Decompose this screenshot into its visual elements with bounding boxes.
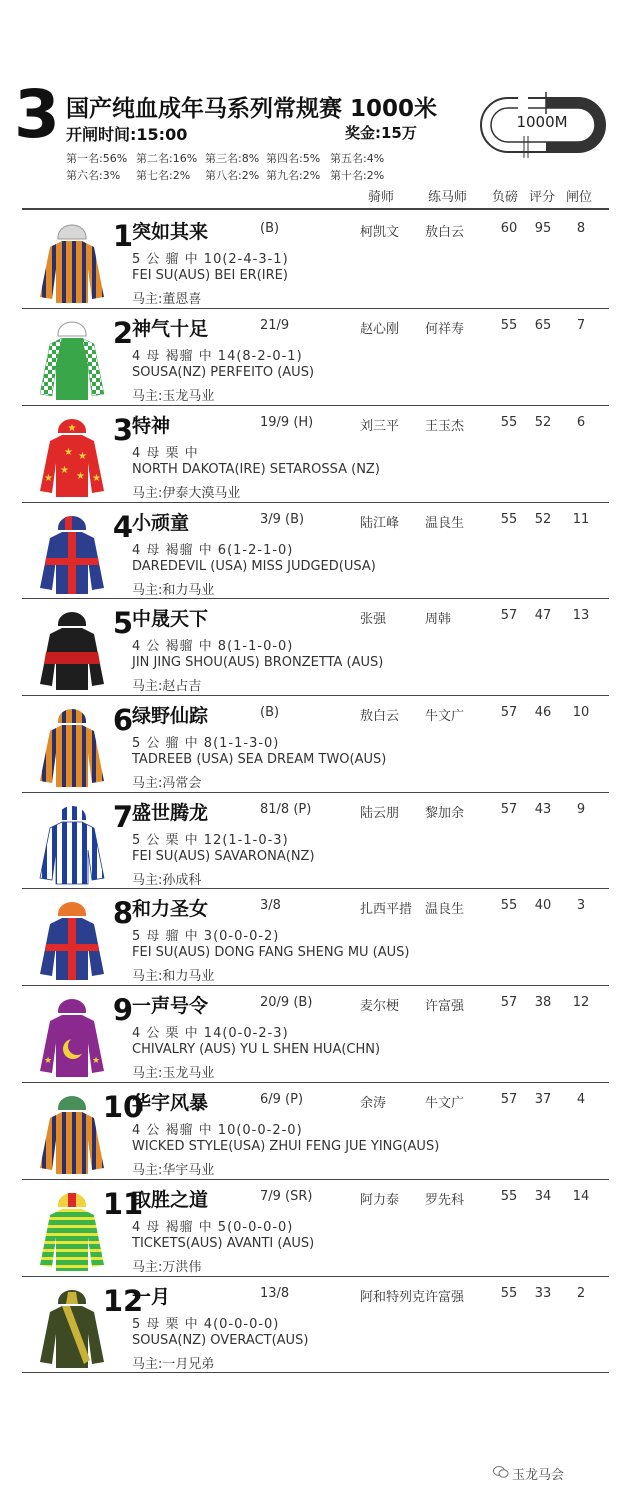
horse-number: 7 bbox=[112, 800, 134, 834]
distance-badge: 1000M bbox=[516, 113, 568, 131]
entry-row bbox=[22, 792, 609, 889]
jockey: 余涛 bbox=[360, 1096, 387, 1111]
rating: 46 bbox=[534, 705, 552, 720]
chat-bubble-icon bbox=[493, 1465, 509, 1479]
weight: 55 bbox=[500, 1286, 518, 1301]
col-trainer: 练马师 bbox=[428, 190, 468, 205]
horse-info: 4 母 褐骝 中 14(8-2-0-1) bbox=[132, 349, 303, 364]
odds: 20/9 (B) bbox=[260, 995, 313, 1010]
svg-text:★: ★ bbox=[78, 451, 87, 462]
rating: 65 bbox=[534, 318, 552, 333]
horse-number: 3 bbox=[112, 413, 134, 447]
odds: 19/9 (H) bbox=[260, 415, 314, 430]
prize-split-4: 第四名:5% bbox=[266, 152, 321, 165]
horse-info: 4 母 褐骝 中 5(0-0-0-0) bbox=[132, 1220, 294, 1235]
odds: (B) bbox=[260, 705, 280, 720]
horse-info: 4 公 褐骝 中 10(0-0-2-0) bbox=[132, 1123, 303, 1138]
trainer: 牛文广 bbox=[425, 1096, 465, 1111]
gate: 9 bbox=[576, 802, 586, 817]
owner: 马主:董恩喜 bbox=[132, 292, 202, 307]
pedigree: FEI SU(AUS) SAVARONA(NZ) bbox=[132, 849, 315, 864]
prize-split-9: 第九名:2% bbox=[266, 169, 321, 182]
race-number: 3 bbox=[14, 76, 60, 153]
odds: 6/9 (P) bbox=[260, 1092, 304, 1107]
gate: 8 bbox=[576, 221, 586, 236]
owner: 马主:赵占吉 bbox=[132, 679, 202, 694]
horse-name: 神气十足 bbox=[132, 318, 209, 340]
entry-row bbox=[22, 502, 609, 599]
horse-info: 4 母 栗 中 bbox=[132, 446, 199, 461]
rating: 38 bbox=[534, 995, 552, 1010]
entry-row bbox=[22, 888, 609, 985]
gate: 4 bbox=[576, 1092, 586, 1107]
prize-split-3: 第三名:8% bbox=[205, 152, 260, 165]
svg-text:★: ★ bbox=[64, 447, 73, 458]
jockey: 柯凯文 bbox=[360, 225, 400, 240]
col-jockey: 骑师 bbox=[368, 190, 395, 205]
odds: 3/9 (B) bbox=[260, 512, 305, 527]
owner: 马主:冯常会 bbox=[132, 776, 202, 791]
rating: 95 bbox=[534, 221, 552, 236]
rating: 33 bbox=[534, 1286, 552, 1301]
svg-text:★: ★ bbox=[92, 1056, 101, 1066]
post-time: 开闸时间:15:00 bbox=[66, 125, 188, 144]
gate: 7 bbox=[576, 318, 586, 333]
rating: 52 bbox=[534, 415, 552, 430]
pedigree: NORTH DAKOTA(IRE) SETAROSSA (NZ) bbox=[132, 462, 380, 477]
gate: 14 bbox=[572, 1189, 590, 1204]
horse-name: 取胜之道 bbox=[132, 1189, 209, 1211]
entry-row bbox=[22, 1179, 609, 1276]
horse-name: 一声号令 bbox=[132, 995, 209, 1017]
jockey: 赵心刚 bbox=[360, 322, 400, 337]
horse-number: 8 bbox=[112, 896, 134, 930]
jockey: 麦尔梗 bbox=[360, 999, 400, 1014]
trainer: 温良生 bbox=[425, 902, 465, 917]
jockey: 张强 bbox=[360, 612, 387, 627]
svg-text:★: ★ bbox=[44, 473, 53, 484]
svg-text:★: ★ bbox=[67, 423, 77, 434]
rating: 37 bbox=[534, 1092, 552, 1107]
col-rating: 评分 bbox=[529, 190, 556, 205]
entry-row bbox=[22, 405, 609, 502]
entry-row bbox=[22, 308, 609, 405]
trainer: 温良生 bbox=[425, 516, 465, 531]
horse-name: 一月 bbox=[132, 1286, 171, 1308]
horse-info: 5 公 骝 中 10(2-4-3-1) bbox=[132, 252, 289, 267]
trainer: 许富强 bbox=[425, 999, 465, 1014]
owner: 马主:和力马业 bbox=[132, 583, 215, 598]
horse-info: 5 公 栗 中 12(1-1-0-3) bbox=[132, 833, 289, 848]
prize-split-8: 第八名:2% bbox=[205, 169, 260, 182]
horse-info: 5 母 骝 中 3(0-0-0-2) bbox=[132, 929, 280, 944]
horse-number: 11 bbox=[102, 1187, 144, 1221]
gate: 10 bbox=[572, 705, 590, 720]
horse-number: 6 bbox=[112, 703, 134, 737]
gate: 11 bbox=[572, 512, 590, 527]
weight: 57 bbox=[500, 802, 518, 817]
weight: 57 bbox=[500, 705, 518, 720]
odds: 7/9 (SR) bbox=[260, 1189, 313, 1204]
horse-number: 1 bbox=[112, 219, 134, 253]
owner: 马主:和力马业 bbox=[132, 969, 215, 984]
jockey: 刘三平 bbox=[360, 419, 400, 434]
owner: 马主:华宇马业 bbox=[132, 1163, 215, 1178]
entry-row bbox=[22, 1082, 609, 1179]
entry-row bbox=[22, 598, 609, 695]
owner: 马主:孙成科 bbox=[132, 873, 202, 888]
jockey: 阿力泰 bbox=[360, 1193, 400, 1208]
owner: 马主:伊泰大漠马业 bbox=[132, 486, 241, 501]
weight: 57 bbox=[500, 1092, 518, 1107]
trainer: 何祥寿 bbox=[425, 322, 465, 337]
rating: 40 bbox=[534, 898, 552, 913]
weight: 60 bbox=[500, 221, 518, 236]
header-divider bbox=[22, 208, 609, 210]
trainer: 牛文广 bbox=[425, 709, 465, 724]
horse-number: 9 bbox=[112, 993, 134, 1027]
weight: 57 bbox=[500, 608, 518, 623]
gate: 6 bbox=[576, 415, 586, 430]
odds: (B) bbox=[260, 221, 280, 236]
horse-name: 突如其来 bbox=[132, 221, 209, 243]
col-weight: 负磅 bbox=[492, 190, 519, 205]
svg-text:★: ★ bbox=[44, 1056, 53, 1066]
prize-split-1: 第一名:56% bbox=[66, 152, 128, 165]
owner: 马主:玉龙马业 bbox=[132, 389, 215, 404]
weight: 55 bbox=[500, 1189, 518, 1204]
weight: 55 bbox=[500, 898, 518, 913]
rating: 47 bbox=[534, 608, 552, 623]
rating: 52 bbox=[534, 512, 552, 527]
svg-text:★: ★ bbox=[92, 473, 101, 484]
watermark: 玉龙马会 bbox=[512, 1468, 565, 1483]
entry-row bbox=[22, 695, 609, 792]
horse-number: 10 bbox=[102, 1090, 144, 1124]
weight: 55 bbox=[500, 318, 518, 333]
pedigree: FEI SU(AUS) DONG FANG SHENG MU (AUS) bbox=[132, 945, 410, 960]
horse-info: 4 公 褐骝 中 8(1-1-0-0) bbox=[132, 639, 294, 654]
horse-name: 华宇风暴 bbox=[132, 1092, 209, 1114]
trainer: 周韩 bbox=[425, 612, 452, 627]
col-gate: 闸位 bbox=[566, 190, 593, 205]
horse-info: 4 母 褐骝 中 6(1-2-1-0) bbox=[132, 543, 294, 558]
entry-row bbox=[22, 1276, 609, 1373]
odds: 21/9 bbox=[260, 318, 290, 333]
horse-number: 2 bbox=[112, 316, 134, 350]
entry-row bbox=[22, 211, 609, 308]
race-header bbox=[0, 0, 628, 210]
horse-number: 4 bbox=[112, 510, 134, 544]
horse-info: 5 公 骝 中 8(1-1-3-0) bbox=[132, 736, 280, 751]
rating: 34 bbox=[534, 1189, 552, 1204]
row-divider bbox=[22, 1372, 609, 1373]
horse-info: 4 公 栗 中 14(0-0-2-3) bbox=[132, 1026, 289, 1041]
odds: 81/8 (P) bbox=[260, 802, 312, 817]
jockey: 陆江峰 bbox=[360, 516, 400, 531]
horse-info: 5 母 栗 中 4(0-0-0-0) bbox=[132, 1317, 280, 1332]
horse-name: 中晟天下 bbox=[132, 608, 209, 630]
prize-split-5: 第五名:4% bbox=[330, 152, 385, 165]
jockey: 敖白云 bbox=[360, 709, 400, 724]
race-title: 国产纯血成年马系列常规赛 1000米 bbox=[66, 96, 438, 122]
prize-split-7: 第七名:2% bbox=[136, 169, 191, 182]
weight: 55 bbox=[500, 512, 518, 527]
pedigree: TICKETS(AUS) AVANTI (AUS) bbox=[132, 1236, 315, 1251]
pedigree: WICKED STYLE(USA) ZHUI FENG JUE YING(AUS) bbox=[132, 1139, 440, 1154]
trainer: 许富强 bbox=[425, 1290, 465, 1305]
jockey: 扎西平措 bbox=[360, 902, 413, 917]
gate: 2 bbox=[576, 1286, 586, 1301]
horse-name: 绿野仙踪 bbox=[132, 705, 209, 727]
owner: 马主:万洪伟 bbox=[132, 1260, 202, 1275]
pedigree: CHIVALRY (AUS) YU L SHEN HUA(CHN) bbox=[132, 1042, 381, 1057]
svg-text:★: ★ bbox=[60, 465, 69, 476]
trainer: 罗先科 bbox=[425, 1193, 465, 1208]
horse-name: 盛世腾龙 bbox=[132, 802, 209, 824]
trainer: 王玉杰 bbox=[425, 419, 465, 434]
horse-name: 小顽童 bbox=[132, 512, 190, 534]
horse-number: 5 bbox=[112, 606, 134, 640]
svg-text:★: ★ bbox=[76, 471, 85, 482]
rating: 43 bbox=[534, 802, 552, 817]
entry-row bbox=[22, 985, 609, 1082]
pedigree: TADREEB (USA) SEA DREAM TWO(AUS) bbox=[132, 752, 387, 767]
gate: 12 bbox=[572, 995, 590, 1010]
horse-number: 12 bbox=[102, 1284, 144, 1318]
odds: 13/8 bbox=[260, 1286, 290, 1301]
jockey: 阿和特列克 bbox=[360, 1290, 426, 1305]
pedigree: DAREDEVIL (USA) MISS JUDGED(USA) bbox=[132, 559, 376, 574]
pedigree: SOUSA(NZ) PERFEITO (AUS) bbox=[132, 365, 315, 380]
prize-money: 奖金:15万 bbox=[345, 124, 417, 142]
gate: 3 bbox=[576, 898, 586, 913]
odds: 3/8 bbox=[260, 898, 281, 913]
trainer: 敖白云 bbox=[425, 225, 465, 240]
horse-name: 特神 bbox=[132, 415, 171, 437]
jockey: 陆云朋 bbox=[360, 806, 400, 821]
trainer: 黎加余 bbox=[425, 806, 465, 821]
weight: 57 bbox=[500, 995, 518, 1010]
pedigree: JIN JING SHOU(AUS) BRONZETTA (AUS) bbox=[132, 655, 384, 670]
pedigree: SOUSA(NZ) OVERACT(AUS) bbox=[132, 1333, 309, 1348]
owner: 马主:一月兄弟 bbox=[132, 1357, 215, 1372]
pedigree: FEI SU(AUS) BEI ER(IRE) bbox=[132, 268, 288, 283]
gate: 13 bbox=[572, 608, 590, 623]
owner: 马主:玉龙马业 bbox=[132, 1066, 215, 1081]
weight: 55 bbox=[500, 415, 518, 430]
prize-split-6: 第六名:3% bbox=[66, 169, 121, 182]
horse-name: 和力圣女 bbox=[132, 898, 209, 920]
prize-split-2: 第二名:16% bbox=[136, 152, 198, 165]
prize-split-10: 第十名:2% bbox=[330, 169, 385, 182]
